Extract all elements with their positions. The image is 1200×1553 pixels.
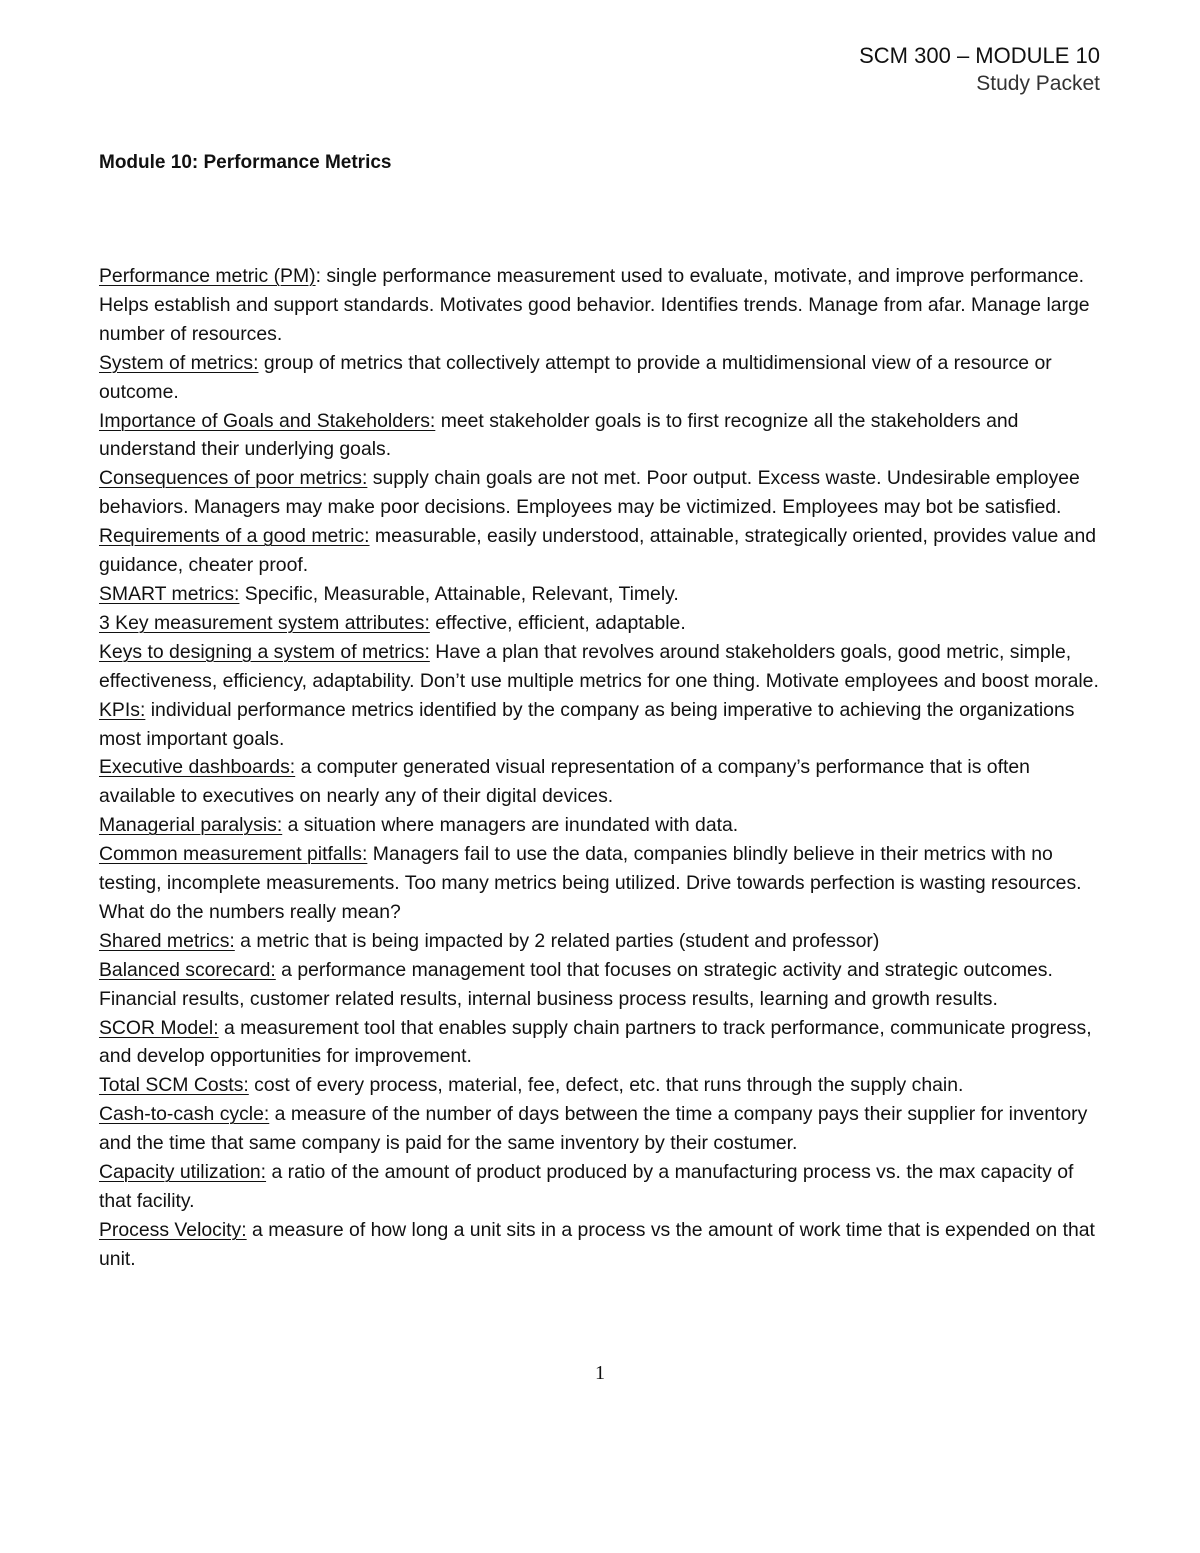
definition-text: Specific, Measurable, Attainable, Relevant, Timely. xyxy=(239,582,679,605)
page-header xyxy=(859,42,1100,98)
definition-entry xyxy=(99,1158,1109,1216)
definition-entry xyxy=(99,609,1109,638)
definition-text: a computer generated visual representation of a company’s performance that is often available to executives on nearly any of their digital devices. xyxy=(99,756,1030,808)
definition-term: Total SCM Costs: xyxy=(99,1074,249,1097)
definition-separator: : xyxy=(315,265,321,287)
definition-entry xyxy=(99,811,1109,840)
definition-text: a measurement tool that enables supply chain partners to track performance, communicate progress, and develop opportunities for improvement. xyxy=(99,1016,1092,1068)
definition-term: System of metrics: xyxy=(99,351,259,374)
definition-text: a measure of how long a unit sits in a process vs the amount of work time that is expended on that unit. xyxy=(99,1218,1095,1270)
definition-term: Capacity utilization: xyxy=(99,1161,267,1184)
definition-text: a ratio of the amount of product produced by a manufacturing process vs. the max capacity of that facility. xyxy=(99,1161,1074,1212)
definition-entry xyxy=(99,956,1109,1014)
definition-text: measurable, easily understood, attainable, strategically oriented, provides value and guidance, cheater proof. xyxy=(99,525,1097,577)
definition-entry xyxy=(99,262,1109,349)
definition-term: SMART metrics: xyxy=(99,582,240,605)
definition-entry xyxy=(99,927,1109,956)
definition-text: group of metrics that collectively attempt to provide a multidimensional view of a resource or outcome. xyxy=(99,351,1052,403)
definition-term: 3 Key measurement system attributes: xyxy=(99,611,430,634)
definition-entry xyxy=(99,580,1109,609)
definition-entry xyxy=(99,407,1109,465)
definition-entry xyxy=(99,696,1109,754)
definition-entry xyxy=(99,1071,1109,1100)
definitions-list xyxy=(99,262,1109,1274)
definition-term: Importance of Goals and Stakeholders: xyxy=(99,409,436,432)
definition-text: Managers fail to use the data, companies blindly believe in their metrics with no testing, incomplete measurements. Too many metrics being utilized. Drive towards perfection is wasting resources. What do the numbers really mean? xyxy=(99,843,1082,923)
definition-text: a measure of the number of days between the time a company pays their supplier for inventory and the time that same company is paid for the same inventory by their costumer. xyxy=(99,1103,1088,1155)
definition-term: KPIs: xyxy=(99,698,146,721)
definition-term: Cash-to-cash cycle: xyxy=(99,1103,270,1126)
definition-term: Consequences of poor metrics: xyxy=(99,467,368,490)
definition-term: Shared metrics: xyxy=(99,929,235,952)
definition-text: effective, efficient, adaptable. xyxy=(429,611,686,634)
definition-text: a situation where managers are inundated with data. xyxy=(282,814,739,837)
definition-text: supply chain goals are not met. Poor output. Excess waste. Undesirable employee behaviors. Managers may make poor decisions. Employees may be victimized. Employees may bot be satisfied. xyxy=(99,467,1080,519)
definition-term: Common measurement pitfalls: xyxy=(99,843,368,866)
definition-term: Executive dashboards: xyxy=(99,756,296,779)
definition-term: Balanced scorecard: xyxy=(99,958,276,981)
definition-entry xyxy=(99,753,1109,811)
definition-entry xyxy=(99,349,1109,407)
definition-entry xyxy=(99,464,1109,522)
course-title: SCM 300 – MODULE 10 xyxy=(859,43,1100,68)
definition-term: Keys to designing a system of metrics: xyxy=(99,640,430,663)
definition-entry xyxy=(99,1100,1109,1158)
page-number: 1 xyxy=(595,1362,605,1384)
definition-entry xyxy=(99,1216,1109,1274)
definition-text: a metric that is being impacted by 2 related parties (student and professor) xyxy=(234,929,880,952)
definition-text: meet stakeholder goals is to first recognize all the stakeholders and understand their underlying goals. xyxy=(99,409,1019,461)
definition-text: a performance management tool that focuses on strategic activity and strategic outcomes. Financial results, customer related results, internal business process results, learning and growth results. xyxy=(99,958,1053,1010)
definition-term: Performance metric (PM) xyxy=(99,265,316,287)
definition-text: individual performance metrics identified by the company as being imperative to achieving the organizations most important goals. xyxy=(99,698,1075,750)
definition-entry xyxy=(99,522,1109,580)
header-subtitle: Study Packet xyxy=(976,72,1100,95)
definition-text: Have a plan that revolves around stakeholders goals, good metric, simple, effectiveness, efficiency, adaptability. Don’t use multiple metrics for one thing. Motivate employees and boost morale. xyxy=(99,640,1099,692)
definition-term: SCOR Model: xyxy=(99,1016,219,1039)
definition-entry xyxy=(99,1014,1109,1072)
page-title: Module 10: Performance Metrics xyxy=(99,152,392,173)
definition-text: single performance measurement used to evaluate, motivate, and improve performance. Helps establish and support standards. Motivates good behavior. Identifies trends. Manage from afar. Manage large number of resources. xyxy=(99,265,1090,345)
definition-term: Process Velocity: xyxy=(99,1218,247,1241)
definition-term: Requirements of a good metric: xyxy=(99,525,370,548)
definition-term: Managerial paralysis: xyxy=(99,814,283,837)
definition-entry xyxy=(99,638,1109,696)
definition-text: cost of every process, material, fee, defect, etc. that runs through the supply chain. xyxy=(248,1074,964,1097)
definition-entry xyxy=(99,840,1109,927)
